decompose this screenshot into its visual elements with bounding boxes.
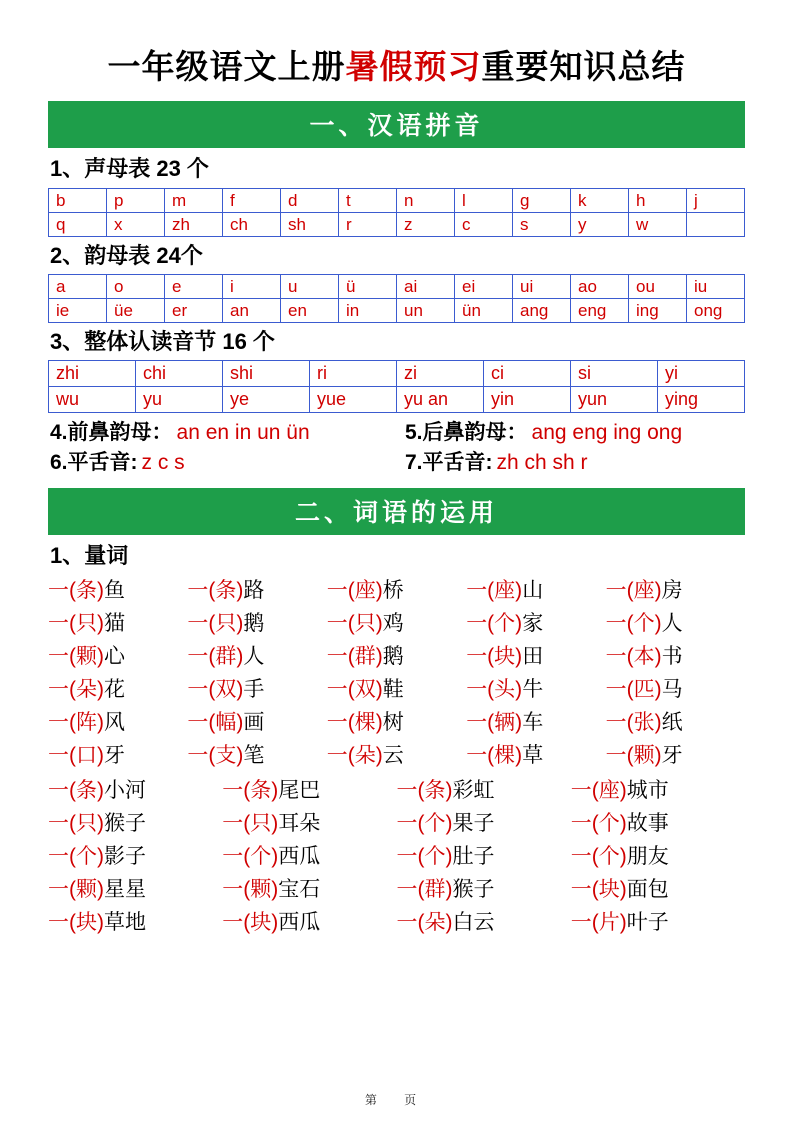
- noun: 鸡: [382, 612, 404, 636]
- noun: 人: [243, 645, 265, 669]
- houbi-yunmu-label: 5.后鼻韵母：: [405, 421, 528, 445]
- quantifier: 一(只): [187, 612, 244, 636]
- noun: 小河: [104, 779, 146, 803]
- quantifier: 一(条): [48, 779, 104, 803]
- table-row: [49, 275, 745, 299]
- noun: 家: [522, 612, 544, 636]
- measure-word-item: [222, 807, 396, 840]
- noun: 心: [104, 645, 125, 669]
- noun: 鹅: [382, 645, 404, 669]
- pinyin-cell: sh: [281, 212, 339, 236]
- quantifier: 一(朵): [326, 744, 383, 768]
- noun: 桥: [382, 579, 404, 603]
- measure-word-item: [571, 906, 745, 939]
- pinyin-cell: yu: [136, 387, 223, 413]
- pinyin-cell: yin: [484, 387, 571, 413]
- pinyin-cell: y: [571, 212, 629, 236]
- quantifier: 一(朵): [396, 911, 453, 935]
- measure-word-item: [48, 607, 187, 640]
- table-row: [49, 387, 745, 413]
- noun: 房: [661, 579, 683, 603]
- measure-word-item: [327, 607, 466, 640]
- pinyin-line-nasal: [50, 419, 745, 446]
- qianbi-yunmu-label: 4.前鼻韵母：: [50, 421, 173, 445]
- pinyin-cell: ri: [310, 361, 397, 387]
- measure-word-item: [606, 739, 745, 772]
- measure-word-item: [48, 673, 187, 706]
- pinyin-cell: p: [107, 188, 165, 212]
- pinyin-cell: l: [455, 188, 513, 212]
- measure-word-item: [606, 706, 745, 739]
- pinyin-cell: h: [629, 188, 687, 212]
- measure-word-item: [571, 873, 745, 906]
- pinyin-cell: un: [397, 299, 455, 323]
- noun: 肚子: [452, 845, 495, 869]
- measure-word-item: [48, 640, 187, 673]
- measure-word-item: [222, 774, 396, 807]
- measure-word-item: [466, 739, 605, 772]
- noun: 猴子: [452, 878, 495, 902]
- pinyin-cell: yun: [571, 387, 658, 413]
- pinyin-cell: c: [455, 212, 513, 236]
- quantifier: 一(座): [326, 579, 383, 603]
- pinyin-cell: er: [165, 299, 223, 323]
- measure-word-item: [606, 673, 745, 706]
- subheading-zhengti: 3、整体认读音节 16 个: [50, 329, 275, 355]
- measure-word-item: [48, 906, 222, 939]
- pinyin-cell: z: [397, 212, 455, 236]
- pinyin-cell: q: [49, 212, 107, 236]
- pinyin-cell: f: [223, 188, 281, 212]
- pinyin-cell: a: [49, 275, 107, 299]
- quantifier: 一(座): [466, 579, 523, 603]
- measure-word-item: [466, 607, 605, 640]
- noun: 马: [661, 678, 683, 702]
- quantifier: 一(辆): [466, 711, 523, 735]
- noun: 鞋: [382, 678, 404, 702]
- quantifier: 一(个): [222, 845, 279, 869]
- pinyin-cell: t: [339, 188, 397, 212]
- noun: 西瓜: [278, 845, 321, 869]
- pinyin-cell: eng: [571, 299, 629, 323]
- noun: 人: [661, 612, 683, 636]
- quantifier: 一(只): [48, 812, 104, 836]
- quantifier: 一(颗): [605, 744, 662, 768]
- quantifier: 一(个): [48, 845, 104, 869]
- quantifier: 一(颗): [222, 878, 279, 902]
- noun: 叶子: [626, 911, 669, 935]
- quantifier: 一(群): [326, 645, 383, 669]
- measure-word-item: [327, 739, 466, 772]
- pinyin-cell: ye: [223, 387, 310, 413]
- subheading-shengmu: 1、声母表 23 个: [50, 156, 209, 182]
- noun: 树: [382, 711, 404, 735]
- quantifier: 一(只): [222, 812, 279, 836]
- measure-word-grid-4col: [48, 774, 745, 939]
- noun: 果子: [452, 812, 495, 836]
- measure-word-item: [48, 840, 222, 873]
- measure-word-item: [397, 873, 571, 906]
- measure-word-item: [397, 840, 571, 873]
- pinyin-cell: n: [397, 188, 455, 212]
- quantifier: 一(只): [326, 612, 383, 636]
- pinyin-cell: ei: [455, 275, 513, 299]
- quantifier: 一(个): [466, 612, 523, 636]
- qiaoshe-group: [405, 449, 588, 476]
- pinyin-cell: an: [223, 299, 281, 323]
- pinyin-cell: k: [571, 188, 629, 212]
- quantifier: 一(支): [187, 744, 244, 768]
- qiaoshe-value: zh ch sh r: [496, 450, 588, 474]
- pinyin-cell: u: [281, 275, 339, 299]
- qiaoshe-label: 7.平舌音:: [405, 450, 493, 474]
- noun: 星星: [104, 878, 146, 902]
- table-row: [49, 212, 745, 236]
- pinyin-cell: yue: [310, 387, 397, 413]
- pinyin-cell: zi: [397, 361, 484, 387]
- pinyin-cell: ü: [339, 275, 397, 299]
- pinyin-cell: ang: [513, 299, 571, 323]
- pinyin-cell: ou: [629, 275, 687, 299]
- title-part1: 一年级语文上册: [107, 48, 346, 85]
- noun: 面包: [626, 878, 669, 902]
- pinyin-cell: e: [165, 275, 223, 299]
- noun: 画: [243, 711, 265, 735]
- quantifier: 一(个): [570, 812, 627, 836]
- quantifier: 一(幅): [187, 711, 244, 735]
- table-row: [49, 299, 745, 323]
- measure-word-item: [571, 840, 745, 873]
- measure-word-item: [397, 807, 571, 840]
- qianbi-yunmu-value: an en in un ün: [176, 421, 310, 445]
- pinyin-cell: i: [223, 275, 281, 299]
- noun: 宝石: [278, 878, 321, 902]
- pinyin-cell: shi: [223, 361, 310, 387]
- measure-word-item: [466, 706, 605, 739]
- quantifier: 一(条): [222, 779, 279, 803]
- quantifier: 一(口): [48, 744, 104, 768]
- quantifier: 一(群): [187, 645, 244, 669]
- pinyin-cell: ing: [629, 299, 687, 323]
- quantifier: 一(片): [570, 911, 627, 935]
- noun: 牙: [661, 744, 683, 768]
- table-zhengti-renduyinjie: [48, 360, 745, 413]
- noun: 田: [522, 645, 544, 669]
- measure-word-item: [466, 574, 605, 607]
- quantifier: 一(张): [605, 711, 662, 735]
- subheading-liangci: 1、量词: [50, 543, 129, 569]
- measure-word-item: [606, 607, 745, 640]
- measure-word-item: [327, 640, 466, 673]
- quantifier: 一(朵): [48, 678, 104, 702]
- table-yunmu: [48, 274, 745, 323]
- table-row: [49, 188, 745, 212]
- pinyin-cell: in: [339, 299, 397, 323]
- pingshe-value: z c s: [141, 450, 185, 474]
- pinyin-cell-empty: [687, 212, 745, 236]
- quantifier: 一(块): [222, 911, 279, 935]
- noun: 影子: [104, 845, 146, 869]
- noun: 城市: [626, 779, 669, 803]
- pinyin-cell: yi: [658, 361, 745, 387]
- measure-word-item: [187, 574, 326, 607]
- pinyin-cell: m: [165, 188, 223, 212]
- pinyin-cell: ui: [513, 275, 571, 299]
- pinyin-cell: w: [629, 212, 687, 236]
- noun: 故事: [626, 812, 669, 836]
- quantifier: 一(阵): [48, 711, 104, 735]
- noun: 鱼: [104, 579, 125, 603]
- noun: 彩虹: [452, 779, 495, 803]
- pinyin-cell: g: [513, 188, 571, 212]
- pinyin-cell: zhi: [49, 361, 136, 387]
- pingshe-label: 6.平舌音:: [50, 450, 138, 474]
- noun: 风: [104, 711, 125, 735]
- pinyin-cell: wu: [49, 387, 136, 413]
- measure-word-item: [327, 673, 466, 706]
- quantifier: 一(双): [326, 678, 383, 702]
- measure-word-grid-5col: [48, 574, 745, 772]
- quantifier: 一(颗): [48, 645, 104, 669]
- measure-word-item: [466, 673, 605, 706]
- quantifier: 一(个): [605, 612, 662, 636]
- pinyin-cell: ong: [687, 299, 745, 323]
- noun: 朋友: [626, 845, 669, 869]
- quantifier: 一(棵): [466, 744, 523, 768]
- noun: 山: [522, 579, 544, 603]
- quantifier: 一(个): [396, 812, 453, 836]
- noun: 白云: [452, 911, 495, 935]
- pinyin-cell: üe: [107, 299, 165, 323]
- measure-word-item: [48, 873, 222, 906]
- measure-word-item: [48, 774, 222, 807]
- noun: 手: [243, 678, 265, 702]
- measure-word-item: [222, 840, 396, 873]
- noun: 牛: [522, 678, 544, 702]
- pinyin-cell: d: [281, 188, 339, 212]
- title-highlight: 暑假预习: [345, 48, 482, 85]
- pinyin-cell: r: [339, 212, 397, 236]
- measure-word-item: [187, 706, 326, 739]
- pinyin-cell: yu an: [397, 387, 484, 413]
- quantifier: 一(颗): [48, 878, 104, 902]
- houbi-yunmu-group: [405, 419, 682, 446]
- measure-word-item: [222, 873, 396, 906]
- pinyin-cell: chi: [136, 361, 223, 387]
- pinyin-cell: iu: [687, 275, 745, 299]
- noun: 纸: [661, 711, 683, 735]
- table-shengmu: [48, 188, 745, 237]
- measure-word-item: [571, 774, 745, 807]
- quantifier: 一(双): [187, 678, 244, 702]
- noun: 花: [104, 678, 125, 702]
- noun: 车: [522, 711, 544, 735]
- measure-word-item: [48, 739, 187, 772]
- quantifier: 一(块): [570, 878, 627, 902]
- noun: 鹅: [243, 612, 265, 636]
- page-footer: 第 页: [364, 1093, 429, 1107]
- quantifier: 一(棵): [326, 711, 383, 735]
- pingshe-group: [50, 449, 405, 476]
- pinyin-cell: ie: [49, 299, 107, 323]
- measure-word-item: [466, 640, 605, 673]
- quantifier: 一(座): [605, 579, 662, 603]
- noun: 云: [382, 744, 404, 768]
- quantifier: 一(条): [48, 579, 104, 603]
- quantifier: 一(本): [605, 645, 662, 669]
- measure-word-item: [571, 807, 745, 840]
- noun: 尾巴: [278, 779, 321, 803]
- noun: 耳朵: [278, 812, 321, 836]
- noun: 路: [243, 579, 265, 603]
- houbi-yunmu-value: ang eng ing ong: [531, 421, 683, 445]
- noun: 书: [661, 645, 683, 669]
- quantifier: 一(块): [48, 911, 104, 935]
- quantifier: 一(匹): [605, 678, 662, 702]
- measure-word-item: [397, 774, 571, 807]
- quantifier: 一(头): [466, 678, 523, 702]
- quantifier: 一(座): [570, 779, 627, 803]
- pinyin-cell: j: [687, 188, 745, 212]
- title-part2: 重要知识总结: [481, 48, 686, 85]
- pinyin-cell: ao: [571, 275, 629, 299]
- pinyin-cell: s: [513, 212, 571, 236]
- section-banner-pinyin: 一、汉语拼音: [48, 101, 745, 148]
- measure-word-item: [48, 574, 187, 607]
- measure-word-item: [397, 906, 571, 939]
- quantifier: 一(条): [396, 779, 453, 803]
- pinyin-cell: ying: [658, 387, 745, 413]
- subheading-yunmu: 2、韵母表 24个: [50, 242, 203, 268]
- qianbi-yunmu-group: [50, 419, 405, 446]
- quantifier: 一(个): [396, 845, 453, 869]
- quantifier: 一(群): [396, 878, 453, 902]
- pinyin-line-tongue: [50, 449, 745, 476]
- noun: 草地: [104, 911, 146, 935]
- noun: 草: [522, 744, 544, 768]
- measure-word-item: [187, 673, 326, 706]
- measure-word-item: [606, 574, 745, 607]
- pinyin-cell: zh: [165, 212, 223, 236]
- page-title: [48, 46, 745, 87]
- section-banner-ciyu: 二、词语的运用: [48, 488, 745, 535]
- noun: 西瓜: [278, 911, 321, 935]
- measure-word-item: [187, 607, 326, 640]
- pinyin-cell: en: [281, 299, 339, 323]
- quantifier: 一(条): [187, 579, 244, 603]
- noun: 猫: [104, 612, 125, 636]
- quantifier: 一(个): [570, 845, 627, 869]
- noun: 猴子: [104, 812, 146, 836]
- table-row: [49, 361, 745, 387]
- measure-word-item: [48, 706, 187, 739]
- pinyin-cell: ün: [455, 299, 513, 323]
- pinyin-cell: ci: [484, 361, 571, 387]
- measure-word-item: [327, 706, 466, 739]
- pinyin-cell: si: [571, 361, 658, 387]
- quantifier: 一(只): [48, 612, 104, 636]
- measure-word-item: [606, 640, 745, 673]
- noun: 笔: [243, 744, 265, 768]
- pinyin-cell: o: [107, 275, 165, 299]
- measure-word-item: [187, 640, 326, 673]
- pinyin-cell: ai: [397, 275, 455, 299]
- pinyin-cell: ch: [223, 212, 281, 236]
- pinyin-cell: x: [107, 212, 165, 236]
- measure-word-item: [327, 574, 466, 607]
- noun: 牙: [104, 744, 125, 768]
- measure-word-item: [187, 739, 326, 772]
- pinyin-cell: b: [49, 188, 107, 212]
- quantifier: 一(块): [466, 645, 523, 669]
- measure-word-item: [48, 807, 222, 840]
- measure-word-item: [222, 906, 396, 939]
